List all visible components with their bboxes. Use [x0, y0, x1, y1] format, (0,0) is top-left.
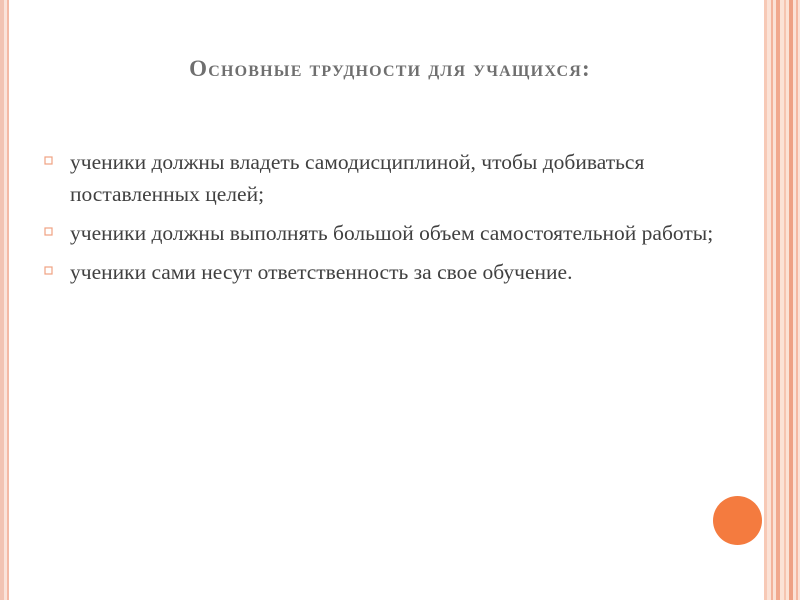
bullet-text: ученики должны выполнять большой объем самостоятельной работы; — [70, 221, 714, 245]
bullet-text: ученики должны владеть самодисциплиной, чтобы добиваться поставленных целей; — [70, 150, 645, 206]
right-border-stripe — [764, 0, 767, 600]
right-border-panel — [764, 0, 800, 600]
bullet-text: ученики сами несут ответственность за свое обучение. — [70, 260, 573, 284]
bullet-list — [44, 146, 714, 295]
right-border-stripe — [771, 0, 773, 600]
open-square-bullet-icon — [44, 266, 53, 275]
left-border-stripe — [7, 0, 9, 600]
slide-title: Основные трудности для учащихся: — [189, 56, 591, 81]
right-border-stripe — [776, 0, 780, 600]
right-border-stripe — [784, 0, 786, 600]
bullet-item — [44, 217, 714, 249]
right-border-stripe — [789, 0, 793, 600]
bullet-item — [44, 256, 714, 288]
open-square-bullet-icon — [44, 156, 53, 165]
open-square-bullet-icon — [44, 227, 53, 236]
bullet-item — [44, 146, 714, 210]
right-border-stripe — [796, 0, 798, 600]
orange-circle-icon — [713, 496, 762, 545]
